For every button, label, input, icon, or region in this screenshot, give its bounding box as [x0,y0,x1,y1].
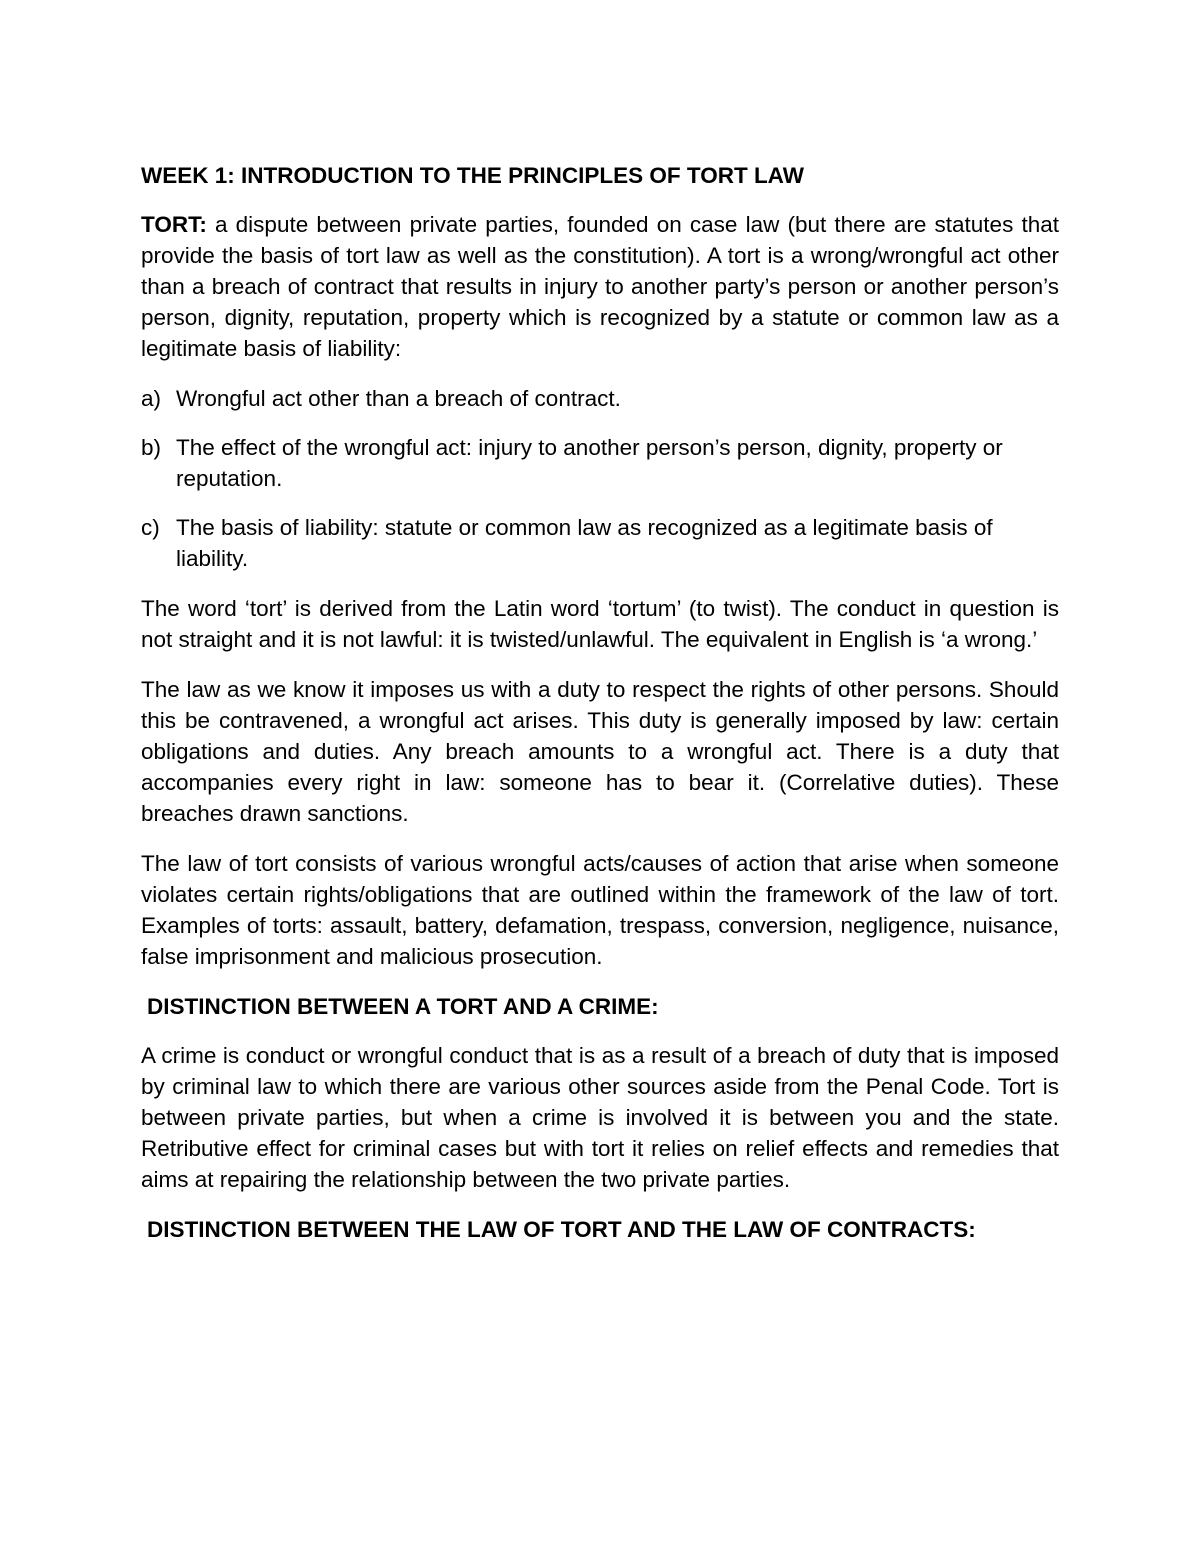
page-title: WEEK 1: INTRODUCTION TO THE PRINCIPLES OF TORT LAW [141,163,804,188]
tort-crime-heading: DISTINCTION BETWEEN A TORT AND A CRIME: [147,994,659,1019]
list-item [141,432,1059,494]
etymology-paragraph: The word ‘tort’ is derived from the Latin word ‘tortum’ (to twist). The conduct in question is not straight and it is not lawful: it is twisted/unlawful. The equivalent in English is ‘a wrong.’ [141,596,1059,652]
list-item [141,512,1059,574]
tort-crime-paragraph: A crime is conduct or wrongful conduct that is as a result of a breach of duty that is imposed by criminal law to which there are various other sources aside from the Penal Code. Tort is between private parties, but when a crime is involved it is between you and the state. Retributive effect for criminal cases but with tort it relies on relief effects and remedies that aims at repairing the relationship between the two private parties. [141,1043,1059,1192]
list-marker: c) [141,515,160,540]
tort-term: TORT: [141,212,207,237]
document-page [141,160,1059,1263]
tort-definition-text: a dispute between private parties, founded on case law (but there are statutes that provide the basis of tort law as well as the constitution). A tort is a wrong/wrongful act other than a breach of contract that results in injury to another party’s person or another person’s person, dignity, reputation, property which is recognized by a statute or common law as a legitimate basis of liability: [141,212,1059,361]
list-item-text: The basis of liability: statute or common law as recognized as a legitimate basis of liability. [176,515,993,571]
list-marker: a) [141,386,162,411]
tort-contracts-heading: DISTINCTION BETWEEN THE LAW OF TORT AND THE LAW OF CONTRACTS: [147,1217,976,1242]
tort-examples-paragraph: The law of tort consists of various wrongful acts/causes of action that arise when someone violates certain rights/obligations that are outlined within the framework of the law of tort. Examples of torts: assault, battery, defamation, trespass, conversion, negligence, nuisance, false imprisonment and malicious prosecution. [141,851,1059,969]
list-marker: b) [141,435,162,460]
tort-definition-paragraph [141,209,1059,364]
list-item [141,383,1059,414]
list-item-text: Wrongful act other than a breach of contract. [176,386,621,411]
tort-elements-list [141,383,1059,574]
list-item-text: The effect of the wrongful act: injury to another person’s person, dignity, property or reputation. [176,435,1003,491]
duty-paragraph: The law as we know it imposes us with a duty to respect the rights of other persons. Should this be contravened, a wrongful act arises. This duty is generally imposed by law: certain obligations and duties. Any breach amounts to a wrongful act. There is a duty that accompanies every right in law: someone has to bear it. (Correlative duties). These breaches drawn sanctions. [141,677,1059,826]
